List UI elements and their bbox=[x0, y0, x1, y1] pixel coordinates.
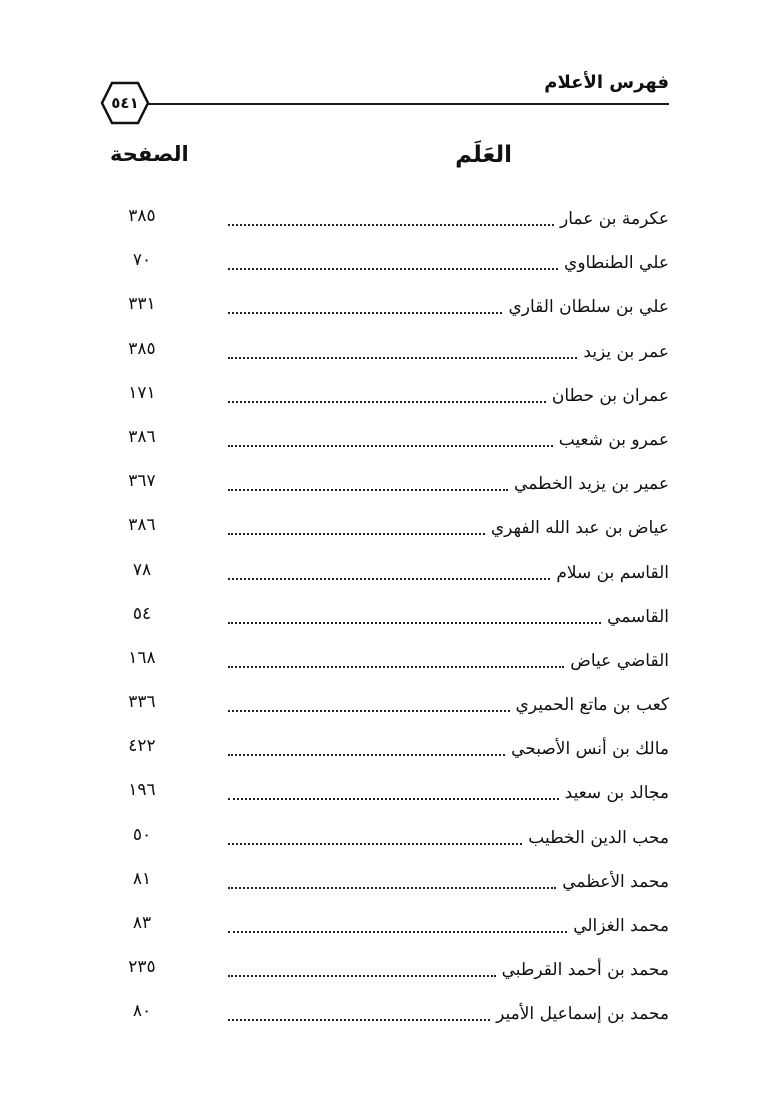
entry-name: عكرمة بن عمار bbox=[560, 209, 669, 229]
index-row bbox=[0, 242, 757, 286]
index-row bbox=[0, 861, 757, 905]
entry-name: القاضي عياض bbox=[570, 650, 669, 671]
entry-name: القاسمي bbox=[607, 606, 669, 627]
leader-dots bbox=[228, 335, 577, 359]
entry-page: ٨٣ bbox=[132, 913, 152, 933]
index-row bbox=[0, 463, 757, 507]
index-row bbox=[0, 198, 757, 242]
entry-page: ٧٨ bbox=[132, 559, 152, 580]
column-header-page: الصفحة bbox=[110, 142, 189, 166]
entry-name: علي بن سلطان القاري bbox=[508, 297, 669, 318]
index-row bbox=[0, 640, 757, 684]
entry-name: مالك بن أنس الأصبحي bbox=[511, 739, 669, 760]
entry-name: عياض بن عبد الله الفهري bbox=[490, 518, 669, 539]
leader-dots bbox=[228, 379, 546, 403]
leader-dots bbox=[228, 644, 564, 668]
leader-dots bbox=[228, 909, 567, 933]
leader-dots bbox=[228, 246, 558, 270]
leader-dots bbox=[228, 467, 508, 491]
leader-dots bbox=[228, 556, 550, 580]
entry-page: ٥٤ bbox=[132, 603, 152, 624]
index-row bbox=[0, 949, 757, 993]
index-row bbox=[0, 905, 757, 949]
entry-name: القاسم بن سلام bbox=[556, 562, 669, 583]
entry-name: محب الدين الخطيب bbox=[528, 827, 669, 848]
entry-page: ١٩٦ bbox=[128, 780, 156, 801]
leader-dots bbox=[228, 776, 559, 800]
index-row bbox=[0, 375, 757, 419]
leader-dots bbox=[228, 688, 510, 712]
entry-page: ٥٠ bbox=[132, 824, 152, 845]
index-row bbox=[0, 993, 757, 1037]
entry-page: ١٦٨ bbox=[128, 647, 156, 668]
column-header-name: العَلَم bbox=[455, 142, 512, 168]
entry-name: عمر بن يزيد bbox=[583, 341, 669, 362]
entry-page: ٣٣٦ bbox=[128, 692, 156, 713]
index-row bbox=[0, 772, 757, 816]
entry-page: ٣٨٥ bbox=[128, 338, 156, 359]
running-header-title: فهرس الأعلام bbox=[544, 72, 669, 93]
entry-page: ١٧١ bbox=[128, 382, 156, 403]
leader-dots bbox=[228, 732, 505, 756]
entry-page: ٨١ bbox=[132, 868, 152, 889]
entry-page: ٤٢٢ bbox=[128, 736, 156, 757]
index-row bbox=[0, 817, 757, 861]
entry-page: ٣٣١ bbox=[128, 294, 156, 315]
leader-dots bbox=[228, 511, 485, 535]
leader-dots bbox=[228, 997, 490, 1021]
entry-page: ٣٦٧ bbox=[128, 471, 156, 492]
entry-page: ٣٨٦ bbox=[128, 426, 156, 447]
entry-page: ٨٠ bbox=[132, 1001, 152, 1022]
leader-dots bbox=[228, 290, 502, 314]
index-row bbox=[0, 507, 757, 551]
leader-dots bbox=[228, 202, 554, 226]
entry-name: محمد بن إسماعيل الأمير bbox=[496, 1004, 669, 1025]
entry-name: عمران بن حطان bbox=[551, 385, 669, 406]
entry-name: مجالد بن سعيد bbox=[564, 783, 669, 804]
header-rule bbox=[145, 103, 669, 105]
entry-name: كعب بن ماتع الحميري bbox=[515, 695, 669, 716]
entry-name: محمد الأعظمي bbox=[562, 871, 669, 892]
index-row bbox=[0, 286, 757, 330]
index-row bbox=[0, 552, 757, 596]
page-number: ٥٤١ bbox=[111, 94, 139, 112]
index-row bbox=[0, 331, 757, 375]
entry-name: علي الطنطاوي bbox=[564, 253, 669, 274]
leader-dots bbox=[228, 423, 553, 447]
index-row bbox=[0, 728, 757, 772]
entry-name: عمرو بن شعيب bbox=[558, 429, 669, 450]
index-row bbox=[0, 596, 757, 640]
entry-name: محمد الغزالي bbox=[573, 916, 669, 936]
leader-dots bbox=[228, 821, 522, 845]
leader-dots bbox=[228, 600, 601, 624]
index-row bbox=[0, 684, 757, 728]
leader-dots bbox=[228, 865, 556, 889]
index-list bbox=[0, 198, 757, 1038]
entry-page: ٧٠ bbox=[132, 250, 152, 271]
entry-page: ٣٨٥ bbox=[128, 206, 156, 226]
index-row bbox=[0, 419, 757, 463]
leader-dots bbox=[228, 953, 496, 977]
entry-name: محمد بن أحمد القرطبي bbox=[501, 960, 669, 981]
entry-page: ٣٨٦ bbox=[128, 515, 156, 536]
entry-name: عمير بن يزيد الخطمي bbox=[514, 474, 669, 495]
entry-page: ٢٣٥ bbox=[128, 957, 156, 978]
page-number-badge bbox=[100, 80, 150, 126]
